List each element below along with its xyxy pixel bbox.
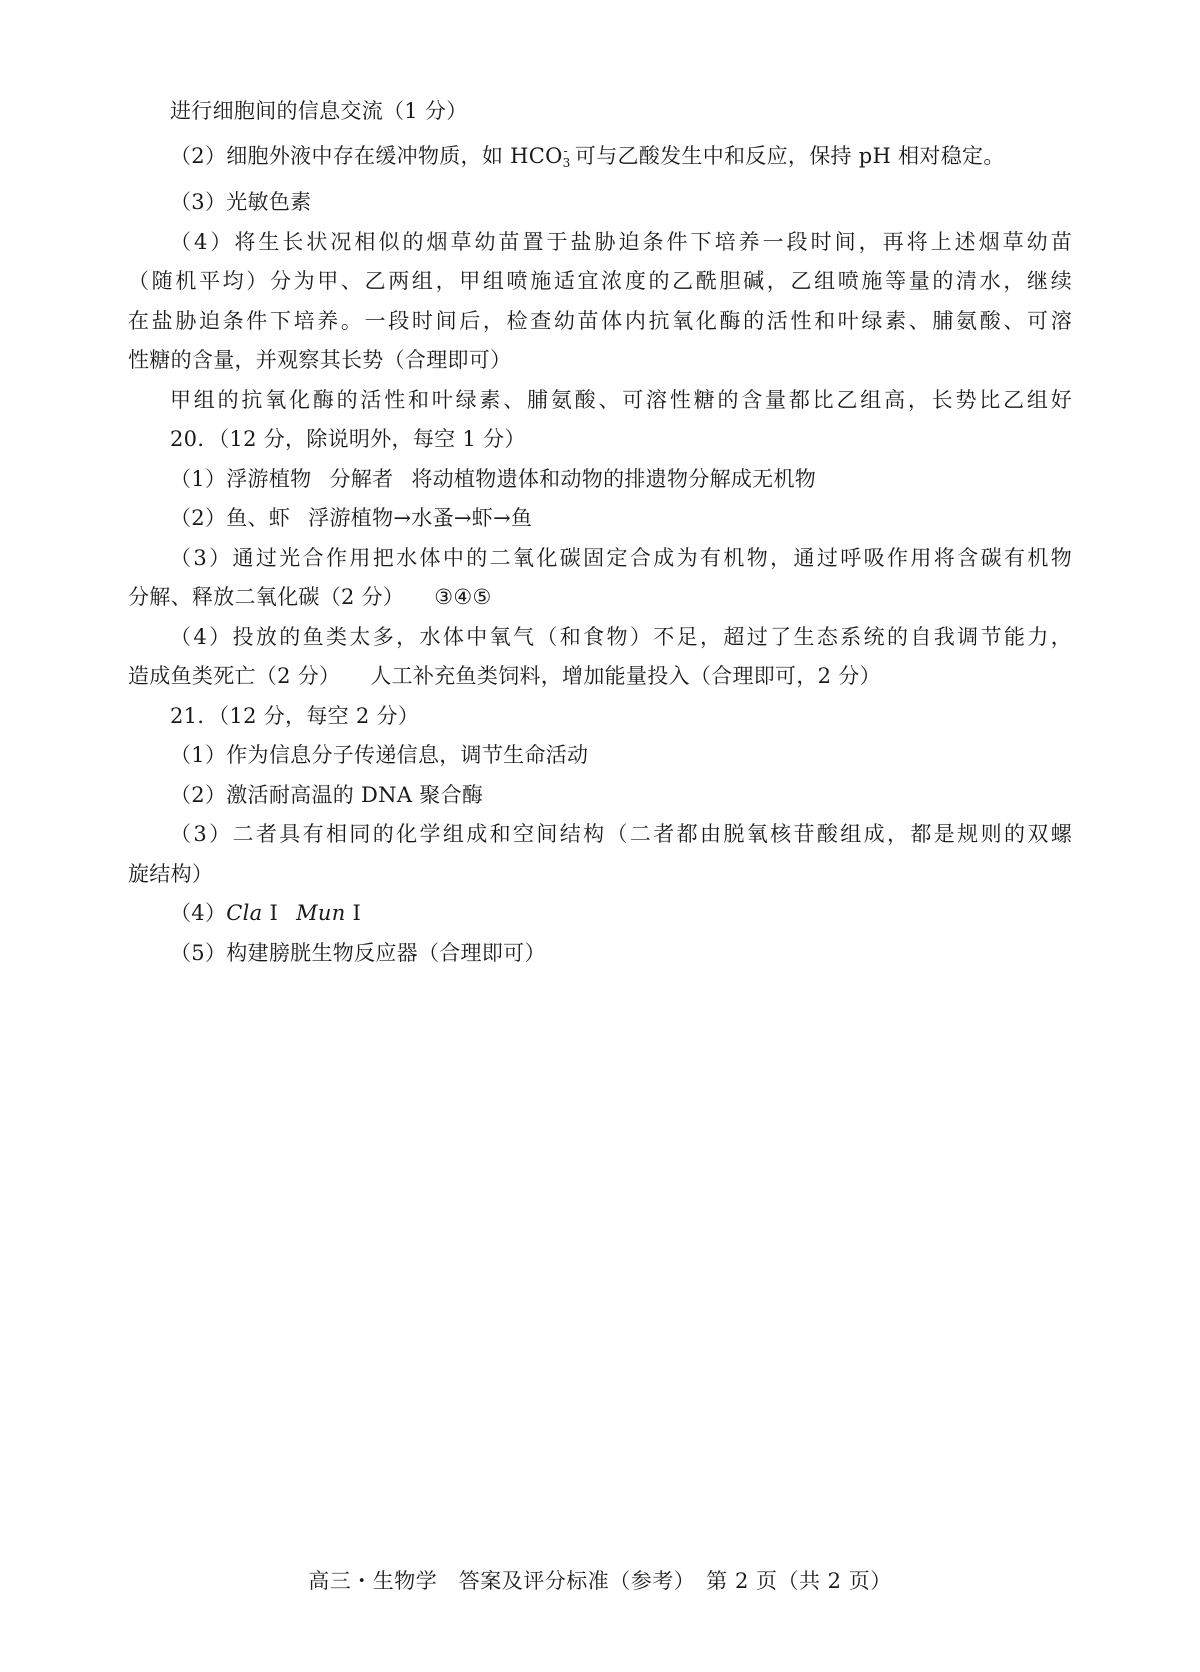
answer-line	[128, 657, 1072, 697]
answer-text: （随机平均）分为甲、乙两组，甲组喷施适宜浓度的乙酰胆碱，乙组喷施等量的清水，继续	[128, 269, 1072, 293]
answer-text: 性糖的含量，并观察其长势（合理即可）	[128, 348, 512, 372]
answer-line	[128, 934, 1072, 974]
answer-line	[128, 578, 1072, 618]
answer-text: 浮游植物→水蚤→虾→鱼	[308, 506, 533, 530]
answer-text: （2）激活耐高温的 DNA 聚合酶	[170, 782, 484, 807]
answer-text: （2）细胞外液中存在缓冲物质，如	[170, 143, 511, 168]
answer-text: （4）	[170, 901, 227, 925]
answer-text: （3）光敏色素	[170, 190, 312, 214]
answer-line	[128, 341, 1072, 381]
answer-text: 人工补充鱼类饲料，增加能量投入（合理即可，2 分）	[370, 664, 881, 688]
answer-line	[128, 460, 1072, 500]
answer-line	[128, 223, 1072, 263]
answer-text: 分解、释放二氧化碳（2 分）	[128, 585, 405, 609]
answer-text: ③④⑤	[434, 585, 492, 609]
answer-text: （1）作为信息分子传递信息，调节生命活动	[170, 743, 589, 767]
enzyme-suffix: Ⅰ	[345, 901, 362, 925]
answer-text: 在盐胁迫条件下培养。一段时间后，检查幼苗体内抗氧化酶的活性和叶绿素、脯氨酸、可溶	[128, 308, 1072, 333]
answer-text: （4）将生长状况相似的烟草幼苗置于盐胁迫条件下培养一段时间，再将上述烟草幼苗	[170, 229, 1072, 254]
question-heading	[128, 420, 1072, 460]
answer-line	[128, 894, 1072, 934]
answer-text: （3）二者具有相同的化学组成和空间结构（二者都由脱氧核苷酸组成，都是规则的双螺	[170, 822, 1072, 846]
answer-line	[128, 539, 1072, 579]
answer-text: 甲组的抗氧化酶的活性和叶绿素、脯氨酸、可溶性糖的含量都比乙组高，长势比乙组好	[170, 387, 1072, 412]
question-heading	[128, 697, 1072, 737]
answer-line	[128, 499, 1072, 539]
answer-line	[128, 183, 1072, 223]
answer-text: 旋结构）	[128, 861, 214, 886]
enzyme-name: Cla	[226, 901, 263, 925]
answer-text: （2）鱼、虾	[170, 506, 291, 530]
answer-line	[128, 381, 1072, 421]
answer-text: 可与乙酸发生中和反应，保持 pH 相对稳定。	[567, 143, 1005, 168]
answer-line	[128, 618, 1072, 658]
answer-line	[128, 855, 1072, 895]
answer-text: （3）通过光合作用把水体中的二氧化碳固定合成为有机物，通过呼吸作用将含碳有机物	[170, 545, 1072, 570]
answer-text: （1）浮游植物	[170, 466, 312, 491]
answer-line	[128, 132, 1072, 184]
answer-text: 造成鱼类死亡（2 分）	[128, 664, 341, 688]
answer-text: （4）投放的鱼类太多，水体中氧气（和食物）不足，超过了生态系统的自我调节能力，	[170, 624, 1072, 649]
answer-line	[128, 262, 1072, 302]
footer-text: 高三・生物学 答案及评分标准（参考） 第 2 页（共 2 页）	[308, 1569, 892, 1593]
heading-text: 21．（12 分，每空 2 分）	[170, 703, 420, 728]
heading-text: 20．（12 分，除说明外，每空 1 分）	[170, 427, 526, 451]
answer-text: 分解者	[329, 466, 394, 491]
enzyme-name: Mun	[296, 901, 346, 925]
answer-text: 将动植物遗体和动物的排遗物分解成无机物	[411, 466, 817, 491]
answer-text: （5）构建膀胱生物反应器（合理即可）	[170, 940, 546, 965]
chemical-formula: $HCO_3^-$	[510, 143, 571, 170]
answer-line	[128, 776, 1072, 816]
answer-line	[128, 736, 1072, 776]
answer-line	[128, 92, 1072, 132]
answer-line	[128, 302, 1072, 342]
page-footer	[0, 1565, 1200, 1595]
enzyme-suffix: Ⅰ	[262, 901, 279, 925]
answer-line	[128, 815, 1072, 855]
answer-content	[128, 92, 1072, 973]
answer-text: 进行细胞间的信息交流（1 分）	[170, 99, 468, 123]
